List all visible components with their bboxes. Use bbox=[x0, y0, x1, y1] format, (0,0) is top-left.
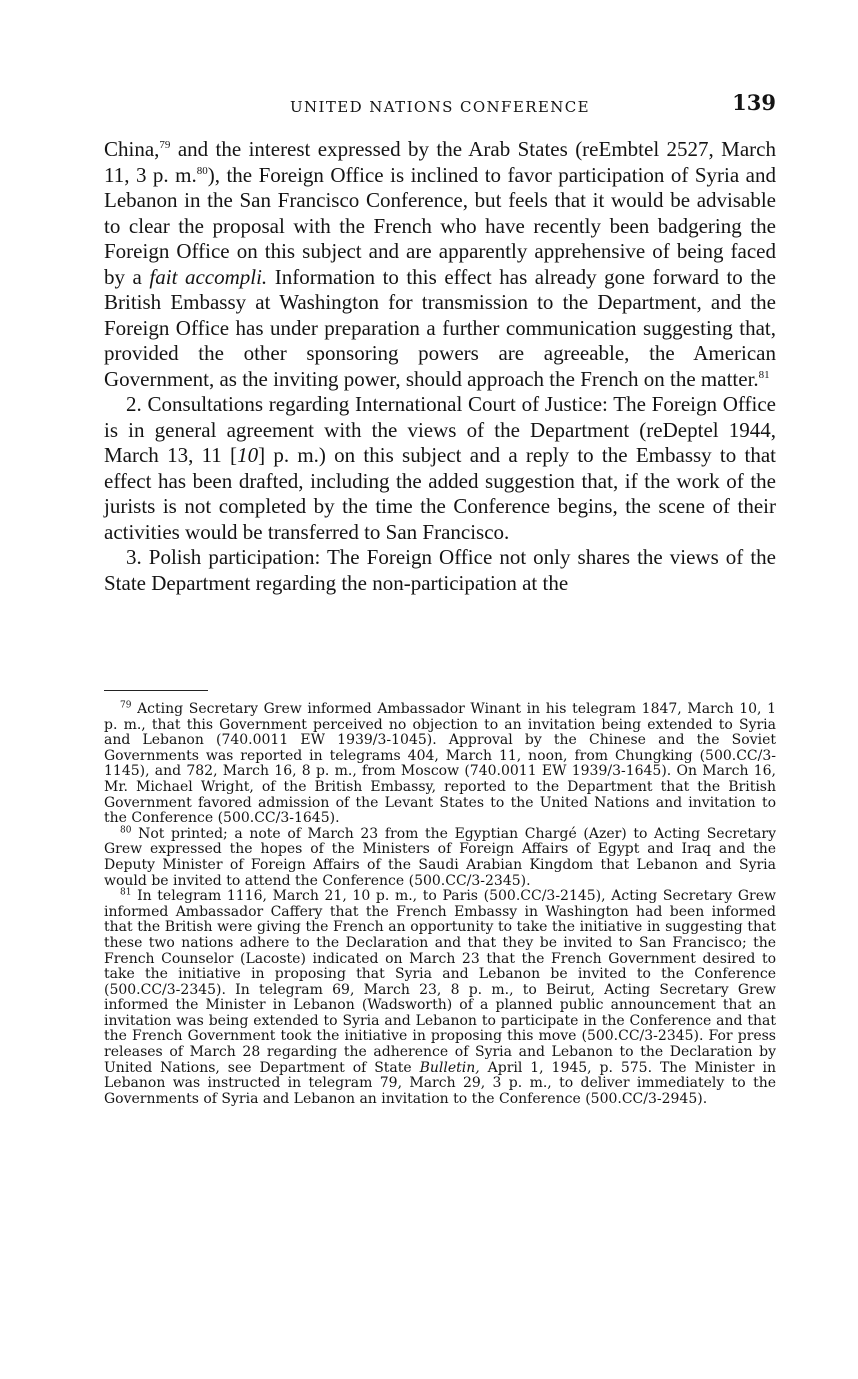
footnote-rule bbox=[104, 690, 208, 691]
footnote-ref: 80 bbox=[196, 164, 208, 177]
text-run: ] p. m.) on this subject and a reply to the Embassy to that effect has been drafted, including the added suggestion that, if the work of the jurists is not completed by the time the Conference begins, the scene of their activities would be transferred to San Francisco. bbox=[104, 443, 777, 544]
text-run: 3. Polish participation: The Foreign Office not only shares the views of the State Department regarding the non-participation at the bbox=[104, 545, 776, 595]
text-run: Not printed; a note of March 23 from the Egyptian Chargé (Azer) to Acting Secretary Grew expressed the hopes of the Ministers of Foreign Affairs of Egypt and Iraq and the Deputy Minister of Foreign Affairs of the Saudi Arabian Kingdom that Lebanon and Syria would be invited to attend the Conference (500.CC/3-2345). bbox=[104, 825, 776, 889]
text-run: China, bbox=[104, 137, 160, 161]
running-head: UNITED NATIONS CONFERENCE bbox=[289, 98, 591, 116]
body-text bbox=[104, 137, 776, 596]
footnote-ref: 80 bbox=[120, 825, 132, 836]
text-run: Acting Secretary Grew informed Ambassador Winant in his telegram 1847, March 10, 1 p. m., that this Government perceived no objection to an invitation being extended to Syria and Lebanon (740.0011 EW 1939/3-1045). Approval by the Chinese and the Soviet Governments was reported in telegrams 404, March 11, noon, from Chungking (500.CC/3-1145), and 782, March 16, 8 p. m., from Moscow (740.0011 EW 1939/3-1645). On March 16, Mr. Michael Wright, of the British Embassy, reported to the Department that the British Government favored admission of the Levant States to the United Nations and invitation to the Conference (500.CC/3-1645). bbox=[104, 701, 776, 827]
text-run: ), the Foreign Office is inclined to favor participation of Syria and Lebanon in the San Francisco Conference, but feels that it would be advisable to clear the proposal with the French who have recently been badgering the Foreign Office on this subject and are apparently apprehensive of being faced by a bbox=[104, 162, 776, 289]
italic-text: Bulletin, bbox=[419, 1059, 480, 1076]
italic-text: fait accompli. bbox=[149, 264, 268, 289]
body-paragraph bbox=[104, 392, 776, 545]
footnote bbox=[104, 889, 776, 1107]
italic-text: 10 bbox=[237, 443, 259, 467]
text-run: In telegram 1116, March 21, 10 p. m., to Paris (500.CC/3-2145), Acting Secretary Grew informed Ambassador Caffery that the French Embassy in Washington had been informed that the British were giving the French an opportunity to take the initiative in suggesting that these two nations adhere to the Declaration and that they be invited to San Francisco; the French Counselor (Lacoste) indicated on March 23 that the French Government desired to take the initiative in proposing that Syria and Lebanon be invited to the Conference (500.CC/3-2345). In telegram 69, March 23, 8 p. m., to Beirut, Acting Secretary Grew informed the Minister in Lebanon (Wadsworth) of a planned public announcement that an invitation was being extended to Syria and Lebanon to participate in the Conference and that the French Government took the initiative in proposing this move (500.CC/3-2345). For press releases of March 28 regarding the adherence of Syria and Lebanon to the Declaration by United Nations, see Department of State bbox=[104, 888, 776, 1076]
footnote-ref: 81 bbox=[120, 887, 132, 898]
text-run: April 1, 1945, p. 575. The Minister in Lebanon was instructed in telegram 79, March 29, 3 p. m., to deliver immediately to the Governments of Syria and Lebanon an invitation to the Conference (500.CC/3-2945). bbox=[104, 1059, 777, 1107]
footnote-ref: 79 bbox=[120, 700, 132, 711]
text-run: 2. Consultations regarding International Court of Justice: The Foreign Office is in general agreement with the views of the Department (reDeptel 1944, March 13, 11 [ bbox=[104, 392, 776, 467]
footnotes bbox=[104, 702, 776, 1107]
text-run: and the interest expressed by the Arab States (reEmbtel 2527, March 11, 3 p. m. bbox=[104, 137, 776, 187]
page-number: 139 bbox=[732, 90, 776, 115]
footnote bbox=[104, 702, 776, 827]
footnote-ref: 81 bbox=[758, 368, 770, 381]
text-run: Information to this effect has already gone forward to the British Embassy at Washington for transmission to the Department, and the Foreign Office has under preparation a further communication suggesting that, provided the other sponsoring powers are agreeable, the American Government, as the inviting power, should approach the French on the matter. bbox=[104, 264, 777, 391]
body-paragraph bbox=[104, 545, 776, 596]
page-header bbox=[104, 90, 776, 124]
footnote bbox=[104, 827, 776, 889]
body-paragraph bbox=[104, 137, 776, 392]
footnote-ref: 79 bbox=[159, 139, 171, 151]
